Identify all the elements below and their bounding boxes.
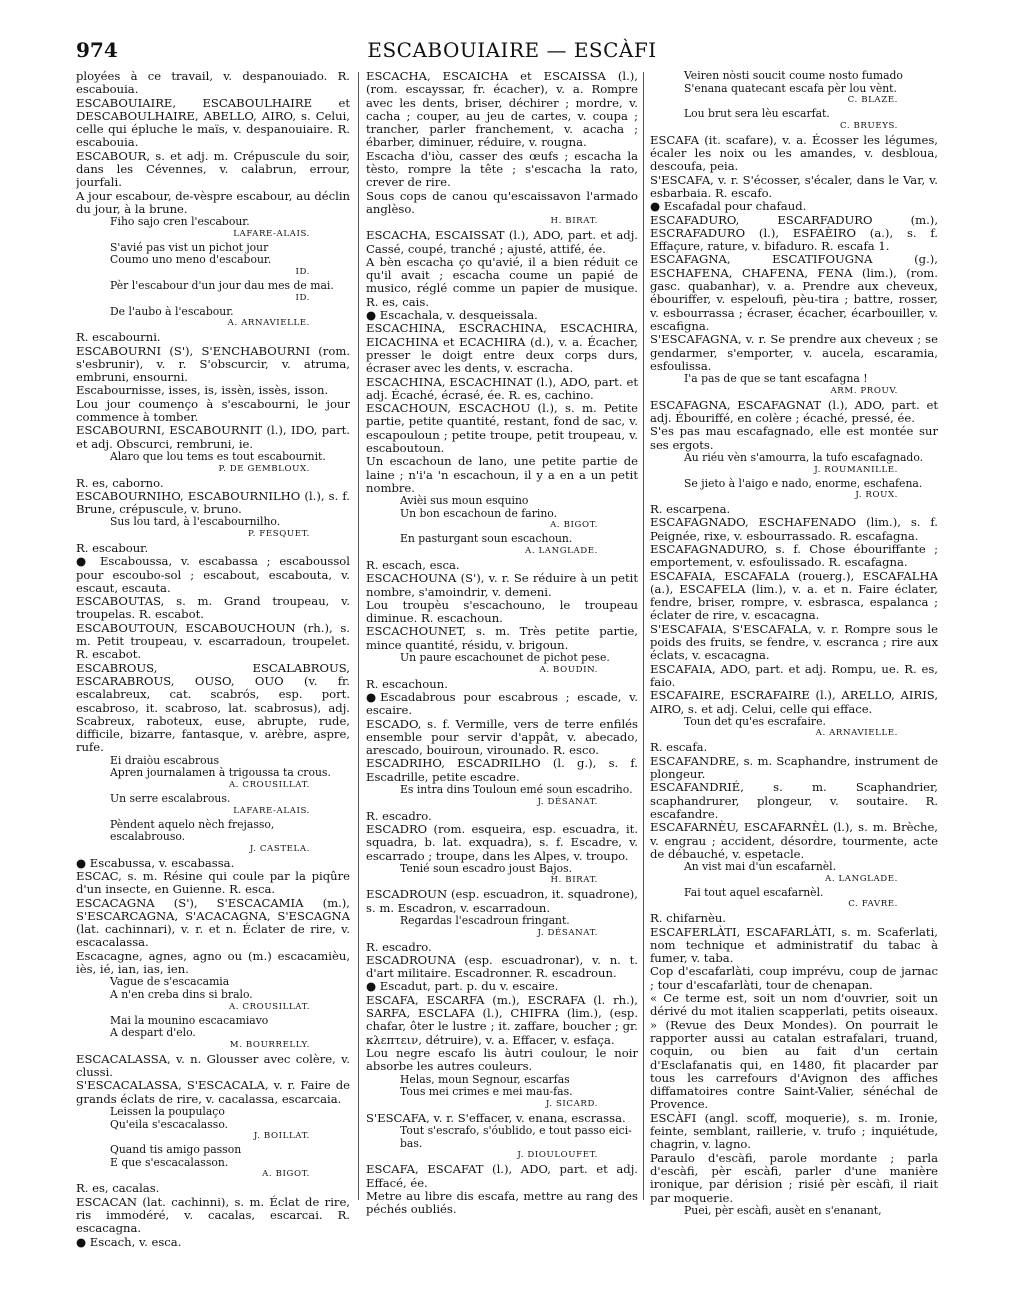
dictionary-entry: A jour escabour, de-vèspre escabour, au déclin du jour, à la brune. [76,188,350,216]
quotation-author: H. BIRAT. [550,875,598,886]
running-head: ESCABOUIAIRE — ESCÀFI [367,38,657,62]
dictionary-entry: ESCAFAIA, ADO, part. et adj. Rompu, ue. R. es, faio. [650,661,938,689]
dictionary-entry: ESCAFA, ESCAFAT (l.), ADO, part. et adj. Effacé, ée. [366,1162,638,1190]
dictionary-entry: ESCAFAGNADO, ESCHAFENADO (lim.), s. f. Peignée, rixe, v. esbourrassado. R. escafagna. [650,515,938,543]
quotation-line: Mai la mounino escacamiavo [110,1013,269,1027]
quotation-author: J. BOILLAT. [253,1131,310,1142]
quotation-author: C. FAVRE. [848,899,898,910]
quotation-author: J. SICARD. [545,1098,598,1109]
dictionary-entry: R. escadro. [366,939,432,954]
dictionary-entry: Escabournisse, isses, is, issèn, issès, isson. [76,383,329,398]
dictionary-entry: A bèn escacha ço qu'avié, il a bien réduit ce qu'il avait ; escacha coume un papié de musico, réglé comme un papier de musique. R. es, cais. [366,254,638,309]
dictionary-entry: R. escadro. [366,808,432,823]
dictionary-entry: ESCABOUIAIRE, ESCABOULHAIRE et DESCABOULHAIRE, ABELLO, AIRO, s. Celui, celle qui épluche le maïs, v. despanouiaire. R. escabouia. [76,95,350,150]
dictionary-entry: ESCAFERLÀTI, ESCAFARLÀTI, s. m. Scaferlati, nom technique et administratif du tabac à fumer, v. taba. [650,924,938,966]
quotation-author: A. LANGLADE. [525,545,598,556]
quotation-author: M. BOURRELLY. [229,1039,310,1050]
dictionary-entry: ● Escafadal pour chafaud. [650,199,807,214]
dictionary-entry: ESCACAGNA (S'), S'ESCACAMIA (m.), S'ESCARCAGNA, S'ACACAGNA, S'ESCAGNA (lat. cachinnari), v. r. et n. Éclater de rire, v. escacalassa. [76,895,350,950]
quotation-line: Tous mei crimes e mei mau-fas. [400,1085,573,1099]
dictionary-entry: ESCAFAGNA, ESCATIFOUGNA (g.), ESCHAFENA, CHAFENA, FENA (lim.), (rom. gasc. quabanhar), v. a. Prendre aux cheveux, ébouriffer, v. espeloufi, pèu-tira ; battre, rosser, v. esbourrassa ; écraser, écacher, écarbouiller, v. escafigna. [650,252,938,333]
dictionary-entry: ESCACHINA, ESCRACHINA, ESCACHIRA, EICACHINA et ECACHIRA (d.), v. a. Écacher, presser le doigt entre deux corps durs, écraser avec les dents, v. escracha. [366,321,638,376]
dictionary-entry: R. chifarnèu. [650,911,726,926]
dictionary-entry: ESCACHOUNET, s. m. Très petite partie, mince quantité, résidu, v. brigoun. [366,624,638,652]
dictionary-entry: ESCABOUTOUN, ESCABOUCHOUN (rh.), s. m. Petit troupeau, v. escarradoun, troupelet. R. escabot. [76,620,350,662]
dictionary-entry: ESCADRIHO, ESCADRILHO (l. g.), s. f. Escadrille, petite escadre. [366,756,638,784]
quotation-line: Alaro que lou tems es tout escabournit. [110,449,326,463]
quotation-line: Puei, pèr escàfi, ausèt en s'enanant, [684,1203,882,1217]
dictionary-entry: S'ESCAFAIA, S'ESCAFALA, v. r. Rompre sous le poids des fruits, se fendre, v. escranca ; rire aux éclats, v. escacagna. [650,621,938,663]
quotation-author: J. CASTELA. [249,843,310,854]
page-number: 974 [76,38,118,62]
dictionary-column-left [76,70,350,1270]
dictionary-entry: « Ce terme est, soit un nom d'ouvrier, soit un dérivé du mot italien scapperlati, petits oiseaux. » (Revue des Deux Mondes). On pourrait le rapporter aussi au catalan estrafalari, truand, coquin, ou bien au fait d'un certain d'Esclafanatis qui, en 1480, fit placarder par tous les carrefours d'Avignon des affiches diffamatoires contre Saint-Valier, sénéchal de Provence. [650,991,938,1112]
dictionary-entry: S'ESCAFA, v. r. S'écosser, s'écaler, dans le Var, v. esbarbaia. R. escafo. [650,172,938,200]
quotation-line: Ei draiòu escabrous [110,753,220,767]
dictionary-entry: Paraulo d'escàfi, parole mordante ; parla d'escàfi, pèr escàfi, parler d'une manière ironique, par dérision ; risié pèr escàfi, il riait par moquerie. [650,1150,938,1205]
quotation-line: Fiho sajo cren l'escabour. [110,215,250,229]
dictionary-entry: ESCABOURNI (S'), S'ENCHABOURNI (rom. s'esbrunir), v. r. S'obscurcir, v. atruma, embruni, ensourni. [76,343,350,385]
quotation-line: An vist mai d'un escafarnèl. [684,860,837,874]
quotation-author: ID. [295,267,310,278]
quotation-line: Qu'eila s'escacalasso. [110,1117,229,1131]
quotation-author: A. CROUSILLAT. [228,1001,310,1012]
quotation-author: A. LANGLADE. [825,873,898,884]
dictionary-entry: ● Escaboussa, v. escabassa ; escaboussol pour escoubo-sol ; escabout, escabouta, v. escaut, escauta. [76,554,350,595]
dictionary-entry: ESCAFANDRIÉ, s. m. Scaphandrier, scaphandrurer, plongeur, v. soutaire. R. escafandre. [650,780,938,821]
dictionary-entry: ESCAFAGNA, ESCAFAGNAT (l.), ADO, part. et adj. Ébouriffé, en colère ; écaché, pressé, ée. [650,397,938,426]
quotation-author: A. BIGOT. [262,1169,310,1180]
dictionary-entry: R. escachoun. [366,676,448,691]
dictionary-entry: ESCACHOUN, ESCACHOU (l.), s. m. Petite partie, petite quantité, restant, fond de sac, v. escapouloun ; petite troupe, petit troupeau, v. escaboutoun. [366,401,638,456]
quotation-line: Tout s'escrafo, s'óublido, e tout passo eici-bas. [400,1124,632,1150]
dictionary-entry: ESCABOURNIHO, ESCABOURNILHO (l.), s. f. Brune, crépuscule, v. bruno. [76,488,350,517]
quotation-line: Au riéu vèn s'amourra, la tufo escafagnado. [684,450,924,464]
quotation-line: Veiren nòsti soucit coume nosto fumado [684,70,903,82]
dictionary-entry: ESCAFAGNADURO, s. f. Chose ébouriffante ; emportement, v. esfoulissado. R. escafagna. [650,541,938,570]
quotation-author: A. BIGOT. [550,520,598,531]
quotation-author: J. DÉSANAT. [537,927,598,938]
dictionary-entry: Escacagne, agnes, agno ou (m.) escacamièu, iès, ié, ian, ias, ien. [76,948,350,977]
quotation-author: A. BOUDIN. [539,664,598,675]
quotation-line: Fai tout aquel escafarnèl. [684,885,824,899]
quotation-author: J. ROUMANILLE. [814,464,898,475]
dictionary-entry: ESCAFA (it. scafare), v. a. Écosser les légumes, écaler les noix ou les amandes, v. desbloua, descoufa, peia. [650,132,938,174]
quotation-line: Apren journalamen à trigoussa ta crous. [110,766,331,780]
quotation-author: H. BIRAT. [550,216,598,227]
quotation-line: Pèr l'escabour d'un jour dau mes de mai. [110,279,334,293]
quotation-line: S'avié pas vist un pichot jour [110,240,269,254]
quotation-author: J. ROUX. [855,490,898,501]
dictionary-entry: ESCACHOUNA (S'), v. r. Se réduire à un petit nombre, s'amoindrir, v. demeni. [366,571,638,599]
dictionary-entry: ESCACHINA, ESCACHINAT (l.), ADO, part. et adj. Écaché, écrasé, ée. R. es, cachino. [366,374,638,402]
quotation-line: Un serre escalabrous. [110,791,231,805]
quotation-line: Quand tis amigo passon [110,1143,242,1157]
dictionary-entry: ESCADROUN (esp. escuadron, it. squadrone), s. m. Escadron, v. escarradoun. [366,887,638,915]
quotation-line: Tenié soun escadro joust Bajos. [400,861,573,875]
dictionary-entry: ESCABOUTAS, s. m. Grand troupeau, v. troupelas. R. escabot. [76,594,350,622]
dictionary-entry: Lou troupèu s'escachouno, le troupeau diminue. R. escachoun. [366,597,638,626]
quotation-author: J. DÉSANAT. [537,796,598,807]
dictionary-entry: Metre au libre dis escafa, mettre au rang des péchés oubliés. [366,1188,638,1217]
dictionary-entry: ●Escadabrous pour escabrous ; escade, v. escaire. [366,689,638,718]
quotation-line: Se jieto à l'aigo e nado, enorme, eschafena. [684,476,923,490]
quotation-line: Avièi sus moun esquino [400,494,529,508]
quotation-line: A despart d'elo. [110,1026,196,1040]
dictionary-entry: S'ESCAFAGNA, v. r. Se prendre aux cheveux ; se gendarmer, s'emporter, v. aucela, escaramia, esfoulissa. [650,332,938,373]
dictionary-entry: S'ESCAFA, v. r. S'effacer, v. enana, escrassa. [366,1110,626,1125]
quotation-author: A. ARNAVIELLE. [815,728,898,739]
dictionary-entry: Lou negre escafo lis àutri coulour, le noir absorbe les autres couleurs. [366,1045,638,1074]
dictionary-entry: ESCACHA, ESCAISSAT (l.), ADO, part. et adj. Cassé, coupé, tranché ; ajusté, attifé, ée. [366,228,638,256]
dictionary-entry: ESCAFANDRE, s. m. Scaphandre, instrument de plongeur. [650,753,938,782]
dictionary-entry: ESCAFA, ESCARFA (m.), ESCRAFA (l. rh.), SARFA, ESCLAFA (l.), CHIFRA (lim.), (esp. chafar, ôter le lustre ; it. zaffare, boucher ; gr. κλεπτειν, détruire), v. a. Effacer, v. esfaça. [366,992,638,1047]
dictionary-entry: ESCAFAIRE, ESCRAFAIRE (l.), ARELLO, AIRIS, AIRO, s. et adj. Celui, celle qui efface. [650,688,938,716]
dictionary-entry: ESCADO, s. f. Vermille, vers de terre enfilés ensemble pour servir d'appât, v. abecado, arescado, bouiroun, virounado. R. esco. [366,716,638,758]
quotation-line: Es intra dins Touloun emé soun escadriho. [400,783,633,797]
quotation-author: ARM. PROUV. [830,385,898,396]
dictionary-entry: ployées à ce travail, v. despanouiado. R. escabouia. [76,70,350,97]
quotation-line: Pèndent aquelo nèch frejasso, escalabrouso. [110,817,275,844]
dictionary-entry: ESCAFARNÈU, ESCAFARNÈL (l.), s. m. Brèche, v. engrau ; accident, désordre, tourmente, acte de débauché, v. espetacle. [650,820,938,861]
quotation-line: Un bon escachoun de farino. [400,506,558,520]
dictionary-entry: R. escafa. [650,740,708,755]
quotation-author: ID. [295,292,310,303]
dictionary-entry: ESCABROUS, ESCALABROUS, ESCARABROUS, OUSO, OUO (v. fr. escalabreux, cat. scabrós, esp. port. escabroso, it. scabroso, lat. scabrosus), adj. Scabreux, raboteux, euse, abrupte, rude, difficile, bizarre, fantasque, v. arèbre, aspre, rufe. [76,660,350,755]
quotation-line: Un paure escachounet de pichot pese. [400,651,610,665]
quotation-line: A n'en creba dins si bralo. [110,987,253,1001]
dictionary-column-right [650,70,938,1270]
dictionary-entry: Sous cops de canou qu'escaissavon l'armado anglèso. [366,188,638,216]
quotation-line: De l'aubo à l'escabour. [110,304,234,318]
dictionary-entry: R. es, caborno. [76,475,164,490]
dictionary-entry: S'ESCACALASSA, S'ESCACALA, v. r. Faire de grands éclats de rire, v. cacalassa, escarcaia. [76,1078,350,1106]
dictionary-entry: S'es pas mau escafagnado, elle est montée sur ses ergots. [650,424,938,452]
column-divider [643,72,644,1200]
quotation-author: C. BRUEYS. [839,120,898,131]
quotation-line: Toun det qu'es escrafaire. [684,714,826,728]
dictionary-entry: R. escabour. [76,540,149,555]
quotation-author: P. FESQUET. [248,528,310,539]
quotation-author: A. CROUSILLAT. [228,779,310,790]
dictionary-entry: Cop d'escafarlàti, coup imprévu, coup de jarnac ; tour d'escafarlàti, tour de chenapan. [650,964,938,992]
dictionary-entry: ESCAC, s. m. Résine qui coule par la piqûre d'un insecte, en Guienne. R. esca. [76,869,350,897]
quotation-line: Helas, moun Segnour, escarfas [400,1072,570,1086]
quotation-line: Leissen la poupulaço [110,1104,225,1118]
dictionary-entry: ESCÀFI (angl. scoff, moquerie), s. m. Ironie, feinte, semblant, raillerie, v. trufo ; inquiétude, chagrin, v. lagno. [650,1110,938,1152]
dictionary-entry: ● Escach, v. esca. [76,1234,182,1249]
dictionary-entry: ● Escabussa, v. escabassa. [76,855,235,870]
dictionary-entry: ● Escachala, v. desqueissala. [366,308,538,323]
quotation-line: I'a pas de que se tant escafagna ! [684,372,868,386]
dictionary-entry: ESCACALASSA, v. n. Glousser avec colère, v. clussi. [76,1051,350,1080]
dictionary-entry: Lou jour coumenço à s'escabourni, le jour commence à tomber. [76,396,350,425]
quotation-line: Vague de s'escacamia [110,975,230,989]
dictionary-entry: ● Escadut, part. p. du v. escaire. [366,979,559,994]
quotation-author: LAFARE-ALAIS. [233,805,310,816]
quotation-author: LAFARE-ALAIS. [233,228,310,239]
dictionary-column-middle [366,70,638,1270]
column-divider [358,72,359,1200]
dictionary-entry: R. escach, esca. [366,557,460,572]
dictionary-entry: R. escabourni. [76,330,161,345]
dictionary-entry: R. es, cacalas. [76,1181,160,1196]
dictionary-entry: Un escachoun de lano, une petite partie de laine ; n'i'a 'n escachoun, il y a en a un petit nombre. [366,454,638,495]
quotation-line: S'enana quatecant escafa pèr lou vènt. [684,81,897,95]
quotation-author: J. DIOULOUFET. [517,1150,598,1161]
dictionary-entry: ESCABOURNI, ESCABOURNIT (l.), IDO, part. et adj. Obscurci, rembruni, ie. [76,423,350,451]
quotation-line: Lou brut sera lèu escarfat. [684,107,830,121]
dictionary-entry: ESCACHA, ESCAICHA et ESCAISSA (l.), (rom. escayssar, fr. écacher), v. a. Rompre avec les dents, briser, déchirer ; mordre, v. cacha ; couper, au jeu de cartes, v. coupa ; trancher, parler franchement, v. acacha ; ébarber, diminuer, réduire, v. rougna. [366,70,638,150]
quotation-line: Sus lou tard, à l'escabournilho. [110,515,281,529]
dictionary-entry: ESCADRO (rom. esqueira, esp. escuadra, it. squadra, b. lat. exquadra), s. f. Escadre, v. escarrado ; troupe, dans les Alpes, v. troupo. [366,821,638,863]
quotation-line: Regardas l'escadroun fringant. [400,914,570,927]
dictionary-entry: ESCAFADURO, ESCARFADURO (m.), ESCRAFADURO (l.), ESFAÈIRO (a.), s. f. Effaçure, rature, v. bifaduro. R. escafa 1. [650,212,938,254]
quotation-line: E que s'escacalasson. [110,1155,229,1169]
dictionary-entry: ESCABOUR, s. et adj. m. Crépuscule du soir, dans les Cévennes, v. calabrun, errour, jourfali. [76,148,350,190]
dictionary-entry: ESCAFAIA, ESCAFALA (rouerg.), ESCAFALHA (a.), ESCAFELA (lim.), v. a. et n. Faire éclater, fendre, briser, rompre, v. esbrasca, espalanca ; éclater de rire, v. escacagna. [650,568,938,623]
dictionary-entry: ESCACAN (lat. cachinni), s. m. Éclat de rire, ris immodéré, v. cacalas, escarcai. R. escacagna. [76,1194,350,1236]
quotation-author: C. BLAZE. [847,95,898,106]
quotation-author: A. ARNAVIELLE. [227,318,310,329]
dictionary-entry: R. escarpena. [650,502,731,517]
dictionary-entry: Escacha d'iòu, casser des œufs ; escacha la tèsto, rompre la tête ; s'escacha la rato, crever de rire. [366,148,638,190]
dictionary-entry: ESCADROUNA (esp. escuadronar), v. n. t. d'art militaire. Escadronner. R. escadroun. [366,952,638,981]
quotation-line: Coumo uno meno d'escabour. [110,253,272,267]
quotation-line: En pasturgant soun escachoun. [400,532,573,546]
quotation-author: P. DE GEMBLOUX. [218,463,310,474]
